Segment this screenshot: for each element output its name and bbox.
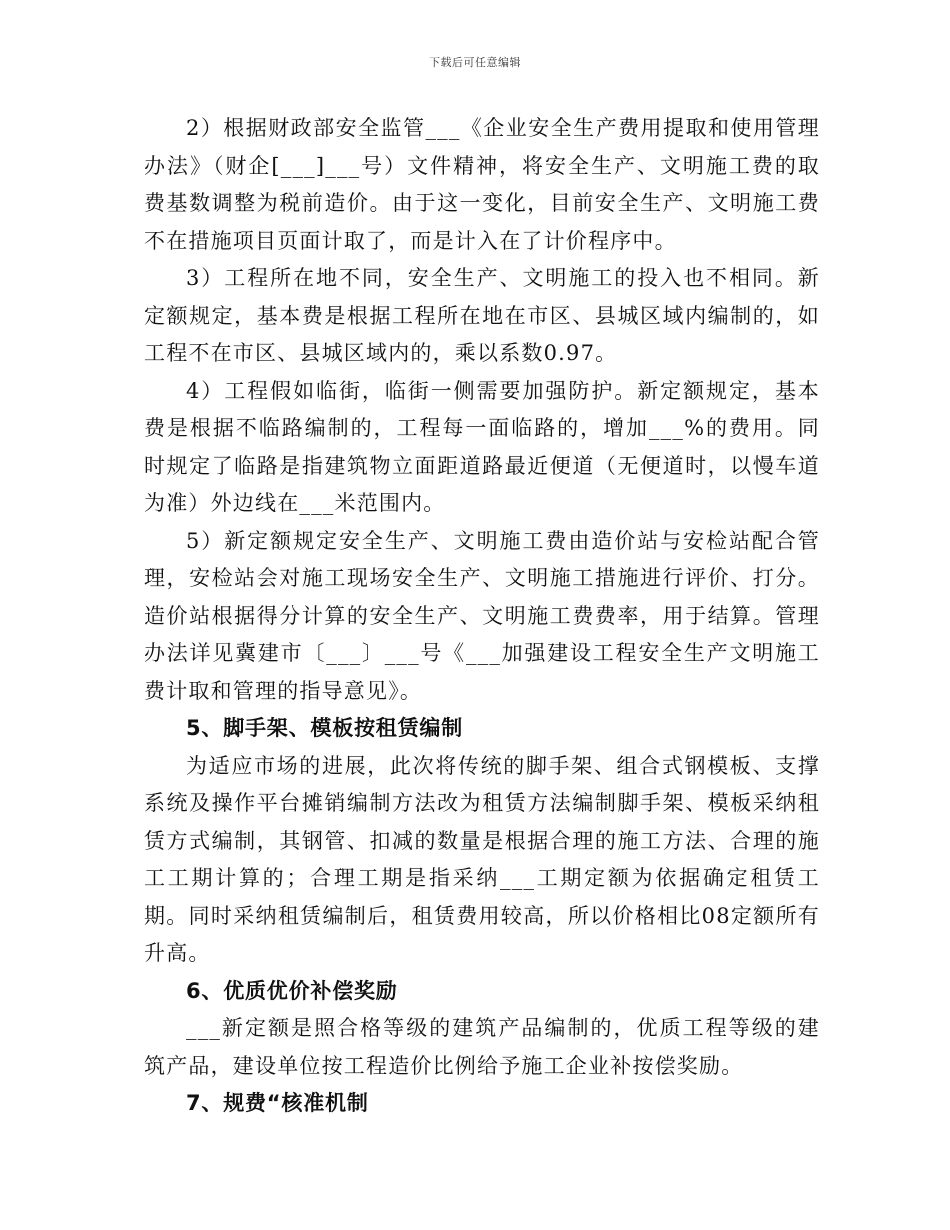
heading-scaffold-rental: 5、脚手架、模板按租赁编制 <box>186 716 464 740</box>
paragraph-management: 5）新定额规定安全生产、文明施工费由造价站与安检站配合管理，安检站会对施工现场安全生产、文明施工措施进行评价、打分。造价站根据得分计算的安全生产、文明施工费费率，用于结算。管理办法详见冀建市〔___〕___号《___加强建设工程安全生产文明施工费计取和管理的指导意见》。 <box>144 528 820 703</box>
paragraph-scaffold-rental: 为适应市场的进展，此次将传统的脚手架、组合式钢模板、支撑系统及操作平台摊销编制方法改为租赁方法编制脚手架、模板采纳租赁方式编制，其钢管、扣减的数量是根据合理的施工方法、合理的施工工期计算的；合理工期是指采纳___工期定额为依据确定租赁工期。同时采纳租赁编制后，租赁费用较高，所以价格相比08定额所有升高。 <box>144 753 820 965</box>
paragraph-street-protection: 4）工程假如临街，临街一侧需要加强防护。新定额规定，基本费是根据不临路编制的，工程每一面临路的，增加___%的费用。同时规定了临路是指建筑物立面距道路最近便道（无便道时，以慢车道为准）外边线在___米范围内。 <box>144 378 820 515</box>
paragraph-location-coefficient: 3）工程所在地不同，安全生产、文明施工的投入也不相同。新定额规定，基本费是根据工程所在地在市区、县城区域内编制的，如工程不在市区、县城区域内的，乘以系数0.97。 <box>144 266 820 365</box>
page-header-note: 下载后可任意编辑 <box>429 56 521 69</box>
document-body <box>144 110 820 1123</box>
paragraph-quality-reward: ___新定额是照合格等级的建筑产品编制的，优质工程等级的建筑产品，建设单位按工程造价比例给予施工企业补按偿奖励。 <box>144 1016 820 1078</box>
heading-quality-reward: 6、优质优价补偿奖励 <box>186 978 398 1003</box>
paragraph-safety-fee-base: 2）根据财政部安全监管___《企业安全生产费用提取和使用管理办法》（财企[___]___号）文件精神，将安全生产、文明施工费的取费基数调整为税前造价。由于这一变化，目前安全生产、文明施工费不在措施项目页面计取了，而是计入在了计价程序中。 <box>144 116 820 253</box>
heading-fee-approval: 7、规费“核准机制 <box>186 1091 369 1115</box>
